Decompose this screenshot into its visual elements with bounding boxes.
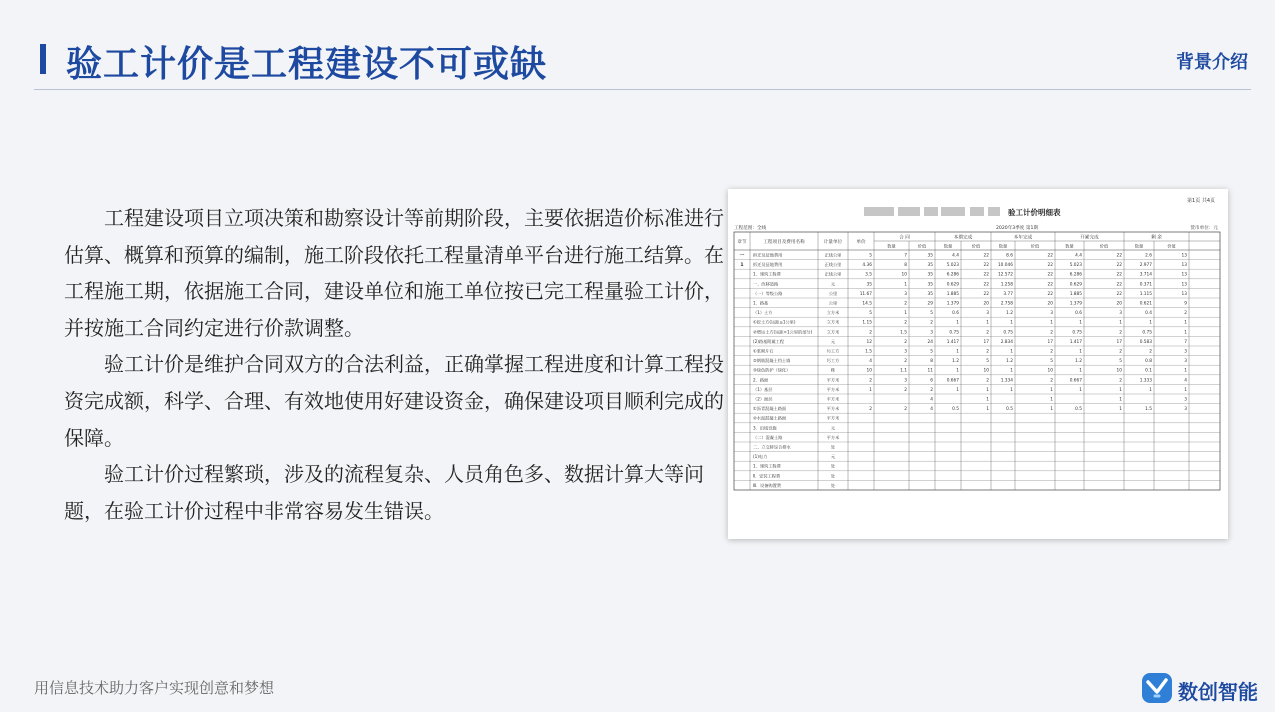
- row-value: 2.6: [1145, 253, 1152, 259]
- row-value: 17: [1047, 339, 1053, 345]
- doc-page-info: 第1页 共4页: [1187, 198, 1215, 204]
- row-value: 1.417: [1069, 339, 1082, 345]
- row-value: 1: [1119, 320, 1122, 326]
- row-value: 22: [1116, 263, 1122, 269]
- row-value: 1.2: [1006, 359, 1013, 365]
- row-value: 3: [904, 378, 907, 384]
- row-value: 1.333: [1139, 378, 1152, 384]
- row-item-name: （一）等级公路: [753, 290, 783, 296]
- row-value: 22: [1047, 272, 1053, 278]
- row-unit: 圬工方: [826, 358, 840, 364]
- sub-header: 价值: [1167, 243, 1176, 249]
- row-value: 10: [901, 272, 907, 278]
- row-value: 1: [956, 387, 959, 393]
- valuation-sheet-image: [728, 189, 1228, 539]
- row-value: 14.5: [862, 301, 872, 307]
- row-value: 1: [1184, 368, 1187, 374]
- row-value: 2: [869, 407, 872, 413]
- row-value: 3: [930, 330, 933, 336]
- row-unit: 平方米: [826, 415, 840, 421]
- row-value: 8: [930, 359, 933, 365]
- paragraph-1: 工程建设项目立项决策和勘察设计等前期阶段，主要依据造价标准进行估算、概算和预算的编制，施工阶段依托工程量清单平台进行施工结算。在工程施工期，依据施工合同，建设单位和施工单位按已完工程量验工计价，并按施工合同约定进行价款调整。: [64, 206, 724, 340]
- row-value: 2: [904, 407, 907, 413]
- row-value: 1: [1010, 387, 1013, 393]
- row-value: 1: [986, 320, 989, 326]
- row-value: 1.885: [946, 291, 959, 297]
- row-value: 1: [904, 311, 907, 317]
- row-item-name: 3．沿线设施: [753, 425, 777, 431]
- row-value: 13: [1181, 282, 1187, 288]
- sub-header: 数量: [887, 243, 896, 249]
- row-value: 2: [904, 320, 907, 326]
- redacted-block: [988, 207, 1000, 216]
- doc-project-label: 工程范围：全线: [734, 226, 767, 231]
- row-item-name: （2）面层: [753, 396, 773, 402]
- row-value: 0.1: [1145, 368, 1152, 374]
- row-value: 0.4: [1145, 311, 1152, 317]
- row-value: 1.1: [900, 368, 907, 374]
- redacted-block: [941, 207, 965, 216]
- row-value: 1: [1149, 387, 1152, 393]
- row-value: 2: [904, 359, 907, 365]
- row-value: 1: [1184, 330, 1187, 336]
- body-text: [64, 200, 724, 529]
- row-item-name: 一、改移道路: [753, 281, 779, 287]
- row-value: 6.286: [1069, 272, 1082, 278]
- row-unit: 正线公里: [824, 271, 842, 277]
- row-unit: 元: [830, 425, 836, 431]
- row-value: 4: [869, 359, 872, 365]
- brand-name: 数创智能: [1178, 680, 1258, 704]
- row-value: 0.75: [1003, 330, 1013, 336]
- row-value: 22: [1116, 272, 1122, 278]
- row-value: 1: [904, 282, 907, 288]
- footer-tagline: 用信息技术助力客户实现创意和梦想: [34, 679, 275, 697]
- row-value: 3: [986, 311, 989, 317]
- row-item-name: 二、立交桥综合排水: [753, 444, 791, 450]
- row-value: 10: [1116, 368, 1122, 374]
- row-item-name: 1．建筑工程费: [753, 271, 781, 277]
- row-value: 1: [1010, 349, 1013, 355]
- row-value: 1: [1079, 368, 1082, 374]
- row-value: 3: [904, 291, 907, 297]
- row-unit: 处: [830, 482, 836, 488]
- row-section: 一: [739, 253, 745, 259]
- row-item-name: ①沥青混凝土路面: [753, 406, 787, 412]
- row-value: 1: [1184, 320, 1187, 326]
- row-unit: 正线公里: [824, 262, 842, 268]
- row-unit: 立方米: [826, 310, 840, 316]
- row-value: 5: [930, 349, 933, 355]
- row-value: 4.4: [952, 253, 959, 259]
- row-value: 29: [927, 301, 933, 307]
- row-value: 13: [1181, 272, 1187, 278]
- sub-header: 价值: [917, 243, 927, 249]
- row-value: 0.75: [1142, 330, 1152, 336]
- row-value: 3: [1184, 397, 1187, 403]
- row-value: 1: [1119, 407, 1122, 413]
- row-value: 35: [866, 282, 872, 288]
- redacted-block: [898, 207, 920, 216]
- row-value: 1.15: [862, 320, 872, 326]
- section-label: 背景介绍: [1176, 52, 1248, 73]
- row-value: 1: [869, 387, 872, 393]
- row-item-name: 1．路基: [753, 300, 769, 306]
- row-value: 13: [1181, 253, 1187, 259]
- row-unit: 平方米: [826, 406, 840, 412]
- row-value: 1: [956, 368, 959, 374]
- row-value: 2.834: [1000, 339, 1013, 345]
- row-value: 1: [1119, 387, 1122, 393]
- title-accent-bar: [40, 44, 46, 74]
- row-unit: 处: [830, 463, 836, 469]
- row-value: 10: [983, 368, 989, 374]
- row-value: 4: [930, 397, 933, 403]
- row-value: 1.115: [1139, 291, 1152, 297]
- row-unit: 元: [830, 454, 836, 460]
- row-value: 2: [904, 301, 907, 307]
- row-value: 2: [930, 387, 933, 393]
- row-item-name: ③绿色防护（绿化）: [753, 367, 791, 373]
- row-value: 0.629: [946, 282, 959, 288]
- row-value: 1: [1010, 320, 1013, 326]
- sub-header: 价值: [971, 243, 981, 249]
- row-value: 0.75: [949, 330, 959, 336]
- col-header: 剩 余: [1151, 235, 1162, 241]
- row-value: 0.621: [1139, 301, 1152, 307]
- row-item-name: (2)路基附属工程: [753, 338, 785, 344]
- row-unit: 元: [830, 338, 836, 344]
- row-value: 0.583: [1139, 339, 1152, 345]
- row-value: 22: [1047, 263, 1053, 269]
- row-value: 35: [927, 282, 933, 288]
- col-header: 合 同: [899, 235, 910, 241]
- row-value: 1: [1079, 387, 1082, 393]
- row-unit: 平方米: [826, 386, 840, 392]
- row-value: 9: [1184, 301, 1187, 307]
- row-value: 1: [1119, 397, 1122, 403]
- row-value: 1.885: [1069, 291, 1082, 297]
- row-value: 4.36: [862, 263, 872, 269]
- row-item-name: 拆迁及征地费用: [753, 262, 783, 268]
- row-value: 1.5: [865, 349, 872, 355]
- valuation-table: [728, 189, 1228, 539]
- row-value: 2: [930, 320, 933, 326]
- row-value: 2: [869, 378, 872, 384]
- row-value: 2: [986, 378, 989, 384]
- row-value: 22: [983, 263, 989, 269]
- sub-header: 数量: [1065, 243, 1074, 249]
- row-unit: 立方米: [826, 329, 840, 335]
- row-value: 1: [956, 320, 959, 326]
- row-value: 1: [1050, 397, 1053, 403]
- row-value: 3: [1184, 349, 1187, 355]
- row-value: 20: [1116, 301, 1122, 307]
- row-item-name: 拆迁及征地费用: [753, 252, 783, 258]
- col-header: 单价: [856, 239, 866, 245]
- row-item-name: 2．路面: [753, 377, 769, 383]
- row-value: 1: [956, 349, 959, 355]
- row-value: 22: [983, 272, 989, 278]
- row-value: 7: [904, 253, 907, 259]
- row-item-name: Ⅲ．设备购置费: [753, 482, 782, 488]
- col-header: 章节: [737, 239, 747, 245]
- row-value: 35: [927, 253, 933, 259]
- row-value: 2: [1119, 330, 1122, 336]
- row-value: 3.5: [865, 272, 872, 278]
- paragraph-3: 验工计价过程繁琐，涉及的流程复杂、人员角色多、数据计算大等问题，在验工计价过程中非常容易发生错误。: [64, 462, 704, 523]
- row-item-name: ②水泥混凝土路面: [753, 415, 787, 421]
- row-value: 22: [1047, 253, 1053, 259]
- row-value: 1.379: [1069, 301, 1082, 307]
- col-header: 本年完成: [1013, 235, 1033, 241]
- row-value: 2: [986, 330, 989, 336]
- row-item-name: 1．建筑工程费: [753, 463, 781, 469]
- row-value: 3: [1119, 311, 1122, 317]
- row-value: 4.4: [1075, 253, 1082, 259]
- col-header: 开累完成: [1080, 235, 1099, 241]
- row-value: 0.667: [1069, 378, 1082, 384]
- sub-header: 数量: [1134, 243, 1144, 249]
- row-value: 11.67: [859, 291, 872, 297]
- row-value: 5: [1119, 359, 1122, 365]
- row-value: 1.2: [1075, 359, 1082, 365]
- row-item-name: ①浆砌片石: [753, 348, 774, 354]
- row-value: 1.2: [1006, 311, 1013, 317]
- row-value: 4: [930, 407, 933, 413]
- row-unit: 处: [830, 473, 836, 479]
- row-value: 8: [904, 263, 907, 269]
- row-value: 1.379: [946, 301, 959, 307]
- row-value: 2: [1050, 349, 1053, 355]
- row-item-name: （二）混凝土路: [753, 434, 783, 440]
- row-value: 2.758: [1000, 301, 1013, 307]
- brand-logo-icon: [1141, 672, 1173, 704]
- row-value: 4: [1184, 378, 1187, 384]
- row-value: 1.417: [946, 339, 959, 345]
- row-item-name: (1)电力: [753, 454, 768, 460]
- row-value: 0.6: [1075, 311, 1082, 317]
- row-value: 2: [1119, 349, 1122, 355]
- row-value: 35: [927, 263, 933, 269]
- row-value: 3.714: [1139, 272, 1152, 278]
- row-value: 1: [986, 397, 989, 403]
- row-value: 1: [986, 387, 989, 393]
- col-header: 计量单位: [823, 239, 843, 245]
- redacted-block: [924, 207, 938, 216]
- row-value: 22: [1116, 291, 1122, 297]
- row-value: 2: [986, 349, 989, 355]
- row-value: 22: [983, 253, 989, 259]
- row-value: 3: [904, 349, 907, 355]
- row-value: 1: [1149, 320, 1152, 326]
- sub-header: 数量: [998, 243, 1008, 249]
- row-value: 2: [1050, 330, 1053, 336]
- row-value: 5: [869, 311, 872, 317]
- row-value: 5: [869, 253, 872, 259]
- row-value: 5.023: [946, 263, 959, 269]
- row-value: 0.5: [952, 407, 959, 413]
- row-value: 1: [1079, 349, 1082, 355]
- row-unit: 处: [830, 444, 836, 450]
- col-header: 本期完成: [953, 235, 973, 241]
- row-value: 2: [1119, 378, 1122, 384]
- row-value: 5: [930, 311, 933, 317]
- row-value: 35: [927, 291, 933, 297]
- sub-header: 数量: [943, 243, 953, 249]
- redacted-block: [864, 207, 894, 216]
- row-value: 5: [1050, 359, 1053, 365]
- row-value: 22: [1047, 291, 1053, 297]
- doc-unit: 货币单位：元: [1190, 226, 1218, 231]
- row-item-name: （1）土方: [753, 310, 773, 316]
- row-value: 0.6: [952, 311, 959, 317]
- row-unit: 立方米: [826, 319, 840, 325]
- row-value: 6: [930, 378, 933, 384]
- row-value: 2: [1149, 349, 1152, 355]
- row-value: 2: [1184, 311, 1187, 317]
- row-value: 1: [1184, 387, 1187, 393]
- row-value: 13: [1181, 291, 1187, 297]
- row-value: 0.8: [1145, 359, 1152, 365]
- row-value: 0.629: [1069, 282, 1082, 288]
- row-value: 22: [1116, 253, 1122, 259]
- row-value: 24: [927, 339, 933, 345]
- row-item-name: ②增运土方(运距>1公里的部分): [753, 329, 813, 335]
- row-value: 11: [927, 368, 933, 374]
- row-value: 1.2: [952, 359, 959, 365]
- row-value: 3: [1184, 407, 1187, 413]
- row-value: 0.371: [1139, 282, 1152, 288]
- row-value: 1: [1050, 407, 1053, 413]
- row-value: 22: [1116, 282, 1122, 288]
- row-section: 1: [740, 263, 744, 269]
- row-value: 3: [1050, 311, 1053, 317]
- row-item-name: （1）基层: [753, 386, 773, 392]
- row-unit: 平方米: [826, 396, 840, 402]
- row-value: 10: [866, 368, 872, 374]
- row-unit: 平方米: [826, 434, 840, 440]
- row-value: 1: [1050, 387, 1053, 393]
- page-title: 验工计价是工程建设不可或缺: [66, 44, 548, 85]
- row-value: 2.977: [1139, 263, 1152, 269]
- header-divider: [34, 89, 1251, 90]
- row-value: 10: [1047, 368, 1053, 374]
- row-unit: 株: [830, 367, 836, 373]
- row-value: 2: [1050, 378, 1053, 384]
- row-unit: 正线公里: [824, 252, 842, 258]
- row-item-name: ②钢筋混凝土挡土墙: [753, 358, 791, 364]
- row-value: 20: [983, 301, 989, 307]
- row-value: 3: [1184, 359, 1187, 365]
- row-unit: 公里: [828, 300, 838, 306]
- row-value: 1.5: [900, 330, 907, 336]
- doc-title: 验工计价明细表: [1008, 208, 1061, 217]
- row-value: 20: [1047, 301, 1053, 307]
- row-unit: 元: [830, 281, 836, 287]
- row-value: 7: [1184, 339, 1187, 345]
- row-value: 12.572: [997, 272, 1013, 278]
- row-unit: 平方米: [826, 377, 840, 383]
- sub-header: 价值: [1099, 243, 1109, 249]
- row-value: 1.5: [1145, 407, 1152, 413]
- row-value: 22: [1047, 282, 1053, 288]
- row-unit: 圬工方: [826, 348, 840, 354]
- row-value: 13: [1181, 263, 1187, 269]
- row-value: 1: [1010, 368, 1013, 374]
- row-value: 22: [983, 282, 989, 288]
- row-value: 1: [1079, 320, 1082, 326]
- row-value: 1: [986, 407, 989, 413]
- row-value: 1: [1050, 320, 1053, 326]
- sub-header: 价值: [1030, 243, 1040, 249]
- row-value: 1.334: [1000, 378, 1013, 384]
- row-unit: 公里: [828, 290, 838, 296]
- row-value: 22: [983, 291, 989, 297]
- row-value: 2: [904, 387, 907, 393]
- row-value: 17: [983, 339, 989, 345]
- paragraph-2: 验工计价是维护合同双方的合法利益，正确掌握工程进度和计算工程投资完成额，科学、合理、有效地使用好建设资金，确保建设项目顺利完成的保障。: [64, 352, 724, 450]
- row-value: 0.5: [1075, 407, 1082, 413]
- doc-period: 2020年3季度 第1期: [996, 226, 1038, 231]
- row-value: 10.046: [997, 263, 1013, 269]
- row-value: 0.75: [1072, 330, 1082, 336]
- row-value: 5.023: [1069, 263, 1082, 269]
- row-value: 2: [869, 330, 872, 336]
- row-value: 0.667: [946, 378, 959, 384]
- row-value: 1.258: [1000, 282, 1013, 288]
- row-value: 6.286: [946, 272, 959, 278]
- row-value: 8.6: [1006, 253, 1013, 259]
- row-value: 35: [927, 272, 933, 278]
- row-value: 5: [986, 359, 989, 365]
- row-value: 2: [904, 339, 907, 345]
- row-item-name: Ⅱ．安装工程费: [753, 473, 781, 479]
- col-header: 工程项目及费用名称: [763, 239, 805, 245]
- row-value: 3.77: [1003, 291, 1013, 297]
- row-item-name: ①挖土方(运距≤1公里): [753, 319, 796, 325]
- row-value: 12: [866, 339, 872, 345]
- row-value: 0.5: [1006, 407, 1013, 413]
- redacted-block: [970, 207, 984, 216]
- row-value: 17: [1116, 339, 1122, 345]
